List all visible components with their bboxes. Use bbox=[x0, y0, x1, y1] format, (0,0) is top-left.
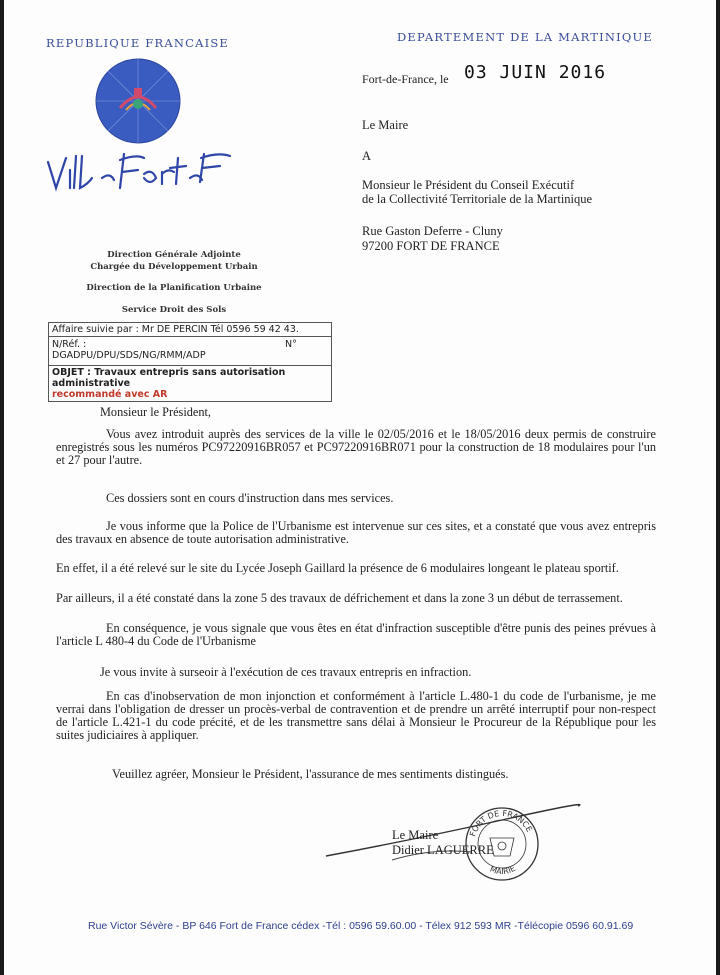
city-logo-icon bbox=[90, 58, 186, 144]
svg-text:FORT DE FRANCE: FORT DE FRANCE bbox=[468, 808, 534, 838]
closing: Veuillez agréer, Monsieur le Président, l'assurance de mes sentiments distingués. bbox=[112, 767, 509, 781]
nref-label: N/Réf. : bbox=[52, 339, 87, 350]
paragraph-6: En conséquence, je vous signale que vous êtes en état d'infraction susceptible d'être punis des peines prévues à l'article L 480-4 du Code de l'Urbanisme bbox=[56, 621, 656, 648]
service-dpu: Direction de la Planification Urbaine bbox=[86, 283, 262, 293]
number-label: N° bbox=[285, 339, 297, 350]
mayor-signature bbox=[322, 800, 582, 870]
letter-page bbox=[4, 0, 716, 975]
address-line2: 97200 FORT DE FRANCE bbox=[362, 239, 500, 253]
addressee-line2: de la Collectivité Territoriale de la Martinique bbox=[362, 192, 593, 206]
paragraph-7: Je vous invite à surseoir à l'exécution de ces travaux entrepris en infraction. bbox=[100, 665, 472, 679]
service-sds: Service Droit des Sols bbox=[121, 305, 227, 315]
paragraph-4: En effet, il a été relevé sur le site du Lycée Joseph Gaillard la présence de 6 modulaires longeant le plateau sportif. bbox=[56, 561, 619, 575]
paragraph-8: En cas d'inobservation de mon injonction et conformément à l'article L.480-1 du code de l'urbanisme, je me verrai dans l'obligation de dresser un procès-verbal de contravention et de prendre un arrêté interruptif pour non-respect de l'article L.421-1 du code précité, et de les transmettre sans délai à Monsieur le Procureur de la République pour les suites judiciaires à appliquer. bbox=[56, 689, 656, 742]
affaire-line: Affaire suivie par : Mr DE PERCIN Tél 0596 59 42 43. bbox=[49, 323, 331, 337]
sender: Le Maire bbox=[362, 118, 409, 132]
service-du: Chargée du Développement Urbain bbox=[90, 262, 258, 272]
nref-value: DGADPU/DPU/SDS/NG/RMM/ADP bbox=[52, 350, 206, 361]
svg-text:MAIRIE: MAIRIE bbox=[488, 863, 517, 877]
handwritten-date: 03 JUIN 2016 bbox=[464, 62, 607, 83]
service-dga: Direction Générale Adjointe bbox=[107, 250, 241, 260]
signature-name: Didier LAGUERRE bbox=[392, 843, 494, 857]
addressee-line1: Monsieur le Président du Conseil Exécutif bbox=[362, 178, 575, 192]
department-header: DEPARTEMENT DE LA MARTINIQUE bbox=[397, 30, 654, 44]
paragraph-1: Vous avez introduit auprès des services de la ville le 02/05/2016 et le 18/05/2016 deux permis de construire enregistrés sous les numéros PC97220916BR057 et PC97220916BR071 pour la construction de 18 modulaires pour l'un et 27 pour l'autre. bbox=[56, 427, 656, 467]
paragraph-3: Je vous informe que la Police de l'Urbanisme est intervenue sur ces sites, et a constaté que vous avez entrepris des travaux en absence de toute autorisation administrative. bbox=[56, 519, 656, 546]
paragraph-2: Ces dossiers sont en cours d'instruction dans mes services. bbox=[106, 491, 394, 505]
signature-title: Le Maire bbox=[392, 828, 439, 842]
paragraph-5: Par ailleurs, il a été constaté dans la zone 5 des travaux de défrichement et dans la zone 3 un début de terrassement. bbox=[56, 591, 623, 605]
address-line1: Rue Gaston Deferre - Cluny bbox=[362, 224, 503, 238]
date-prefix: Fort-de-France, le bbox=[362, 72, 449, 86]
republic-header: REPUBLIQUE FRANCAISE bbox=[46, 36, 230, 50]
to-marker: A bbox=[362, 149, 372, 163]
recommande-line: recommandé avec AR bbox=[52, 389, 168, 400]
salutation: Monsieur le Président, bbox=[100, 405, 211, 419]
mairie-seal bbox=[464, 806, 540, 882]
footer-address: Rue Victor Sévère - BP 646 Fort de France cédex -Tél : 0596 59.60.00 - Télex 912 593 MR -Télécopie 0596 60.91.69 bbox=[88, 920, 634, 932]
objet-line: OBJET : Travaux entrepris sans autorisation administrative bbox=[52, 367, 286, 389]
city-signature-logo bbox=[44, 148, 234, 198]
reference-box bbox=[48, 322, 332, 402]
